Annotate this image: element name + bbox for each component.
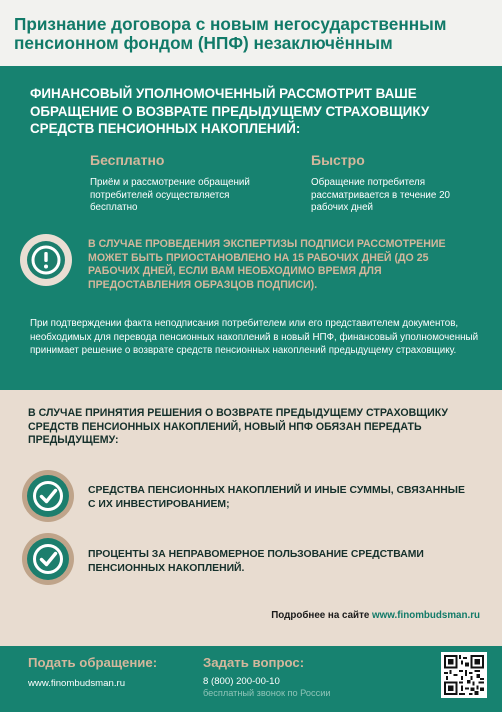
feature-fast (311, 152, 471, 215)
feature-free-title: Бесплатно (90, 152, 165, 168)
page-header (0, 0, 502, 66)
check-circle-icon (27, 538, 69, 580)
qr-code-icon (441, 652, 487, 698)
obligation-item-1: СРЕДСТВА ПЕНСИОННЫХ НАКОПЛЕНИЙ И ИНЫЕ СУММЫ, СВЯЗАННЫЕ С ИХ ИНВЕСТИРОВАНИЕМ; (88, 485, 465, 510)
more-info (271, 610, 480, 621)
submit-title: Подать обращение: (28, 655, 158, 670)
page-footer (0, 646, 502, 712)
feature-fast-title: Быстро (311, 152, 365, 168)
qr-code-pattern (444, 655, 484, 695)
obligation-item-2: ПРОЦЕНТЫ ЗА НЕПРАВОМЕРНОЕ ПОЛЬЗОВАНИЕ СРЕДСТВАМИ ПЕНСИОННЫХ НАКОПЛЕНИЙ. (88, 549, 424, 574)
more-info-prefix: Подробнее на сайте (271, 610, 373, 621)
info-section (0, 66, 502, 390)
phone-number[interactable]: 8 (800) 200-00-10 (203, 676, 280, 687)
feature-fast-text: Обращение потребителя рассматривается в течение 20 рабочих дней (311, 177, 450, 214)
exclamation-circle-icon (27, 241, 65, 279)
submit-site-link[interactable]: www.finombudsman.ru (28, 678, 126, 689)
more-info-link[interactable]: www.finombudsman.ru (372, 610, 480, 621)
feature-free (90, 152, 250, 215)
warning-text: В СЛУЧАЕ ПРОВЕДЕНИЯ ЭКСПЕРТИЗЫ ПОДПИСИ РАССМОТРЕНИЕ МОЖЕТ БЫТЬ ПРИОСТАНОВЛЕНО НА 15 РАБОЧИХ ДНЕЙ (ДО 25 РАБОЧИХ ДНЕЙ, ЕСЛИ ВАМ НЕОБХОДИМО ВРЕМЯ ДЛЯ ПРЕДОСТАВЛЕНИЯ ОБРАЗЦОВ ПОДПИСИ). (88, 238, 446, 291)
ask-title: Задать вопрос: (203, 655, 305, 670)
obligations-lead: В СЛУЧАЕ ПРИНЯТИЯ РЕШЕНИЯ О ВОЗВРАТЕ ПРЕДЫДУЩЕМУ СТРАХОВЩИКУ СРЕДСТВ ПЕНСИОННЫХ НАКОПЛЕНИЙ, НОВЫЙ НПФ ОБЯЗАН ПЕРЕДАТЬ ПРЕДЫДУЩЕМУ: (28, 407, 449, 447)
section-lead: ФИНАНСОВЫЙ УПОЛНОМОЧЕННЫЙ РАССМОТРИТ ВАШЕ ОБРАЩЕНИЕ О ВОЗВРАТЕ ПРЕДЫДУЩЕМУ СТРАХОВЩИКУ СРЕДСТВ ПЕНСИОННЫХ НАКОПЛЕНИЙ: (30, 86, 430, 136)
decision-text: При подтверждении факта неподписания потребителем или его представителем документов, необходимых для перевода пенсионных накоплений в новый НПФ, финансовый уполномоченный принимает решение о возврате средств пенсионных накоплений предыдущему страховщику. (30, 318, 479, 357)
page-title: Признание договора с новым негосударственным пенсионном фондом (НПФ) незаключённым (14, 14, 447, 53)
feature-free-text: Приём и рассмотрение обращений потребителей осуществляется бесплатно (90, 177, 250, 214)
check-circle-icon (27, 475, 69, 517)
obligations-section (0, 390, 502, 646)
phone-note: бесплатный звонок по России (203, 688, 331, 698)
